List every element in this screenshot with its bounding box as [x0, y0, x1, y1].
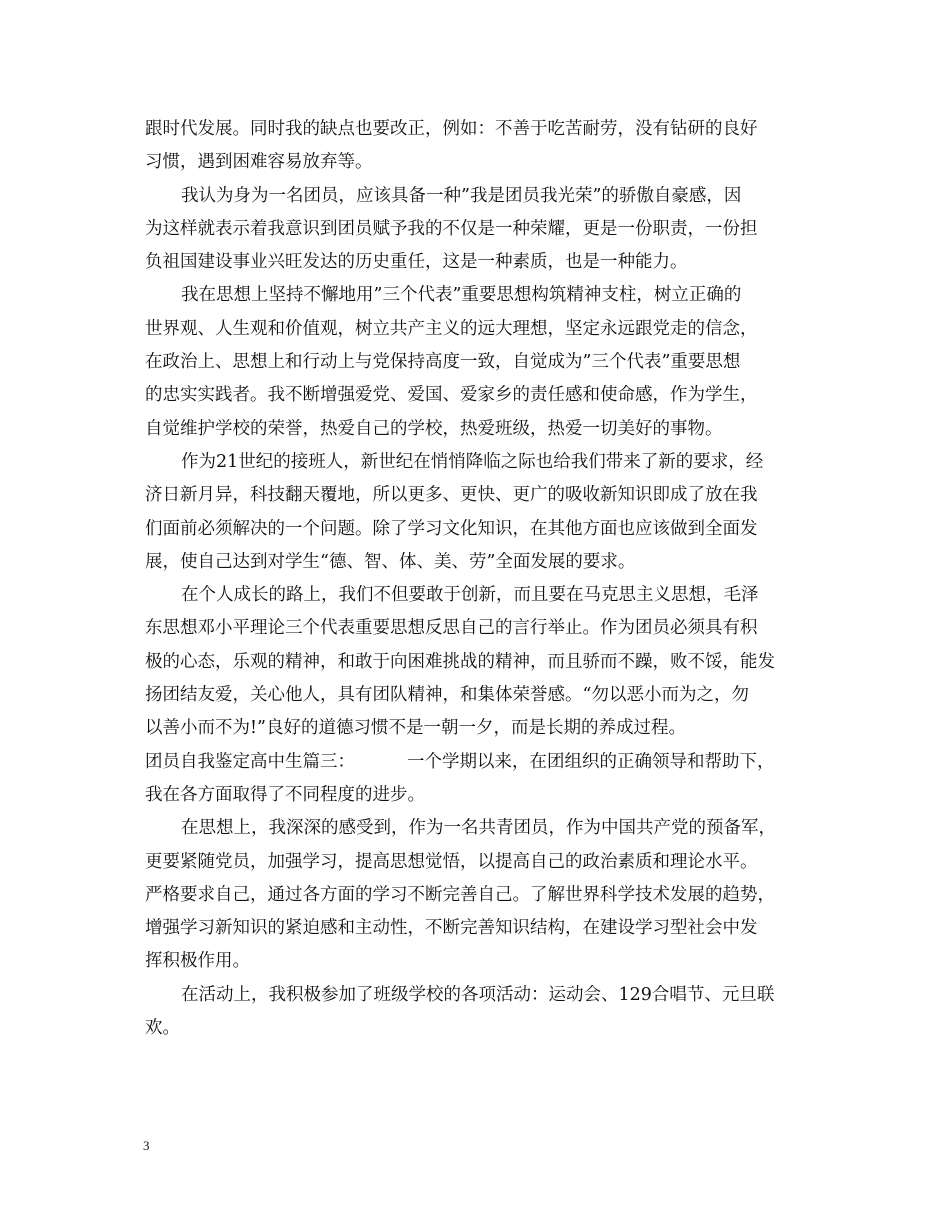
text-line: 东思想邓小平理论三个代表重要思想反思自己的言行举止。作为团员必须具有积 — [145, 618, 758, 639]
section-heading-line — [145, 746, 815, 779]
text-line: 习惯，遇到困难容易放弃等。 — [145, 152, 373, 173]
text-line: 跟时代发展。同时我的缺点也要改正，例如：不善于吃苦耐劳，没有钻研的良好 — [145, 119, 758, 139]
text-line: 在政治上、思想上和行动上与党保持高度一致，自觉成为”三个代表”重要思想 — [145, 352, 741, 373]
paragraph-start: 我认为身为一名团员，应该具备一种”我是团员我光荣”的骄傲自豪感，因 — [181, 185, 742, 206]
text-line: 负祖国建设事业兴旺发达的历史重任，这是一种素质，也是一种能力。 — [145, 252, 688, 273]
paragraph-start: 作为21世纪的接班人，新世纪在悄悄降临之际也给我们带来了新的要求，经 — [181, 451, 764, 472]
paragraph-start: 在个人成长的路上，我们不但要敢于创新，而且要在马克思主义思想，毛泽 — [181, 585, 759, 606]
text-line: 极的心态，乐观的精神，和敢于向困难挑战的精神，而且骄而不躁，败不馁，能发 — [145, 651, 775, 672]
document-body — [145, 113, 815, 1045]
text-line: 展，使自己达到对学生“德、智、体、美、劳”全面发展的要求。 — [145, 551, 636, 572]
page-number: 3 — [143, 1138, 150, 1153]
section-heading: 团员自我鉴定高中生篇三： — [145, 751, 355, 772]
text-line: 的忠实实践者。我不断增强爱党、爱国、爱家乡的责任感和使命感，作为学生， — [145, 385, 758, 406]
text-line: 以善小而不为!”良好的道德习惯不是一朝一夕，而是长期的养成过程。 — [145, 718, 686, 739]
text-line: 济日新月异，科技翻天覆地，所以更多、更快、更广的吸收新知识即成了放在我 — [145, 485, 758, 506]
text-line: 严格要求自己，通过各方面的学习不断完善自己。了解世界科学技术发展的趋势， — [145, 884, 775, 905]
text-line: 自觉维护学校的荣誉，热爱自己的学校，热爱班级，热爱一切美好的事物。 — [145, 418, 723, 439]
text-line: 世界观、人生观和价值观，树立共产主义的远大理想，坚定永远跟党走的信念， — [145, 318, 758, 339]
text-line: 们面前必须解决的一个问题。除了学习文化知识，在其他方面也应该做到全面发 — [145, 518, 758, 539]
text-line: 增强学习新知识的紧迫感和主动性，不断完善知识结构，在建设学习型社会中发 — [145, 918, 758, 939]
paragraph-start: 我在思想上坚持不懈地用”三个代表”重要思想构筑精神支柱，树立正确的 — [181, 285, 742, 306]
text-line: 为这样就表示着我意识到团员赋予我的不仅是一种荣耀，更是一份职责，一份担 — [145, 218, 758, 239]
paragraph-start: 在活动上，我积极参加了班级学校的各项活动：运动会、129合唱节、元旦联 — [181, 984, 775, 1005]
text-line: 挥积极作用。 — [145, 951, 250, 972]
section-intro: 一个学期以来，在团组织的正确领导和帮助下， — [407, 751, 775, 772]
text-line: 扬团结友爱，关心他人，具有团队精神，和集体荣誉感。“勿以恶小而为之，勿 — [145, 685, 749, 706]
text-line: 更要紧随党员，加强学习，提高思想觉悟，以提高自己的政治素质和理论水平。 — [145, 851, 758, 872]
text-line: 我在各方面取得了不同程度的进步。 — [145, 784, 425, 805]
paragraph-start: 在思想上，我深深的感受到，作为一名共青团员，作为中国共产党的预备军， — [181, 818, 776, 839]
text-line: 欢。 — [145, 1018, 180, 1039]
